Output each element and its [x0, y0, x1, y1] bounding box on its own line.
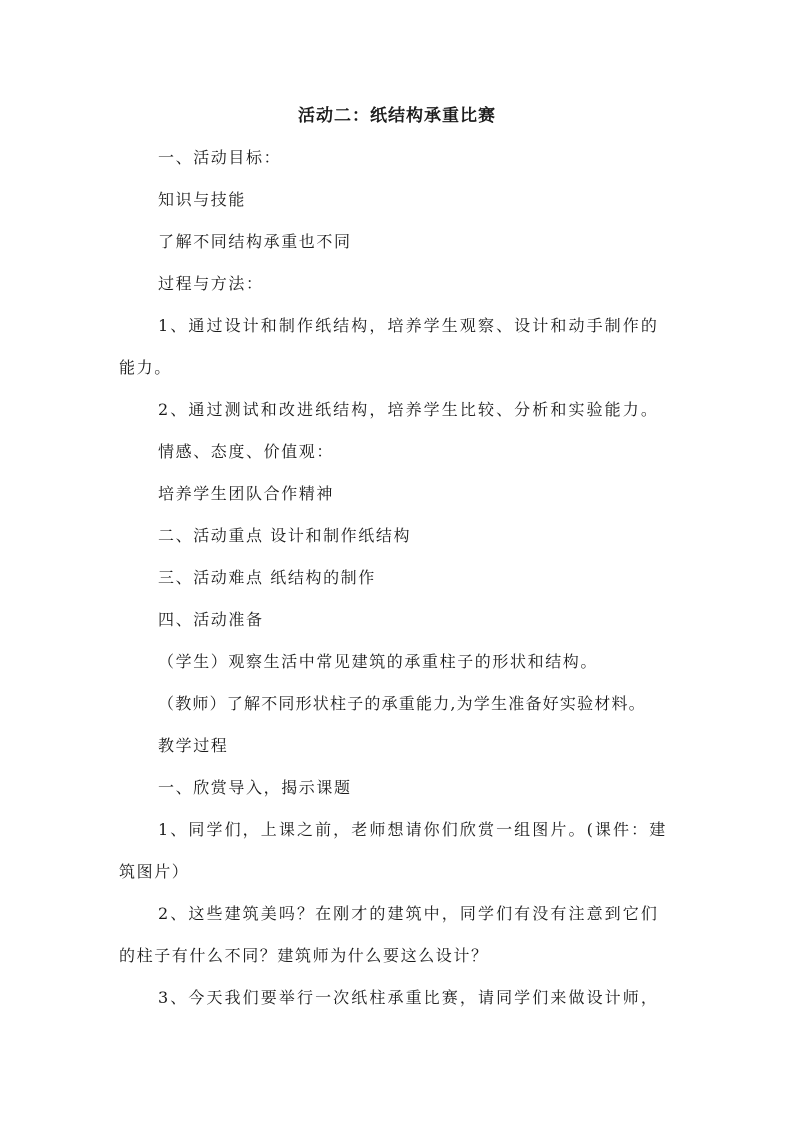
heading-intro: 一、欣赏导入，揭示课题	[158, 778, 352, 797]
paragraph-process-1-cont: 能力。	[119, 358, 172, 377]
paragraph-teamwork: 培养学生团队合作精神	[158, 484, 335, 503]
paragraph-process-2: 2、通过测试和改进纸结构，培养学生比较、分析和实验能力。	[158, 400, 659, 419]
paragraph-student-prep: （学生）观察生活中常见建筑的承重柱子的形状和结构。	[158, 652, 599, 671]
paragraph-intro-1: 1、同学们，上课之前，老师想请你们欣赏一组图片。(课件：建	[158, 820, 668, 839]
paragraph-process-1: 1、通过设计和制作纸结构，培养学生观察、设计和动手制作的	[158, 316, 659, 335]
paragraph-intro-2: 2、这些建筑美吗？在刚才的建筑中，同学们有没有注意到它们	[158, 904, 659, 923]
heading-preparation: 四、活动准备	[158, 610, 264, 629]
subheading-knowledge-skills: 知识与技能	[158, 190, 247, 209]
heading-teaching-process: 教学过程	[158, 736, 229, 755]
heading-difficult-points: 三、活动难点 纸结构的制作	[158, 568, 376, 587]
paragraph-intro-2-cont: 的柱子有什么不同？建筑师为什么要这么设计？	[119, 946, 489, 965]
paragraph-knowledge: 了解不同结构承重也不同	[158, 232, 352, 251]
subheading-process-methods: 过程与方法：	[158, 274, 264, 293]
paragraph-intro-1-cont: 筑图片）	[119, 862, 190, 881]
subheading-emotion-values: 情感、态度、价值观：	[158, 442, 335, 461]
paragraph-teacher-prep: （教师）了解不同形状柱子的承重能力,为学生准备好实验材料。	[158, 694, 646, 713]
document-title: 活动二：纸结构承重比赛	[298, 106, 496, 126]
heading-activity-goals: 一、活动目标：	[158, 148, 282, 167]
paragraph-intro-3: 3、今天我们要举行一次纸柱承重比赛，请同学们来做设计师，	[158, 988, 659, 1007]
heading-key-points: 二、活动重点 设计和制作纸结构	[158, 526, 412, 545]
